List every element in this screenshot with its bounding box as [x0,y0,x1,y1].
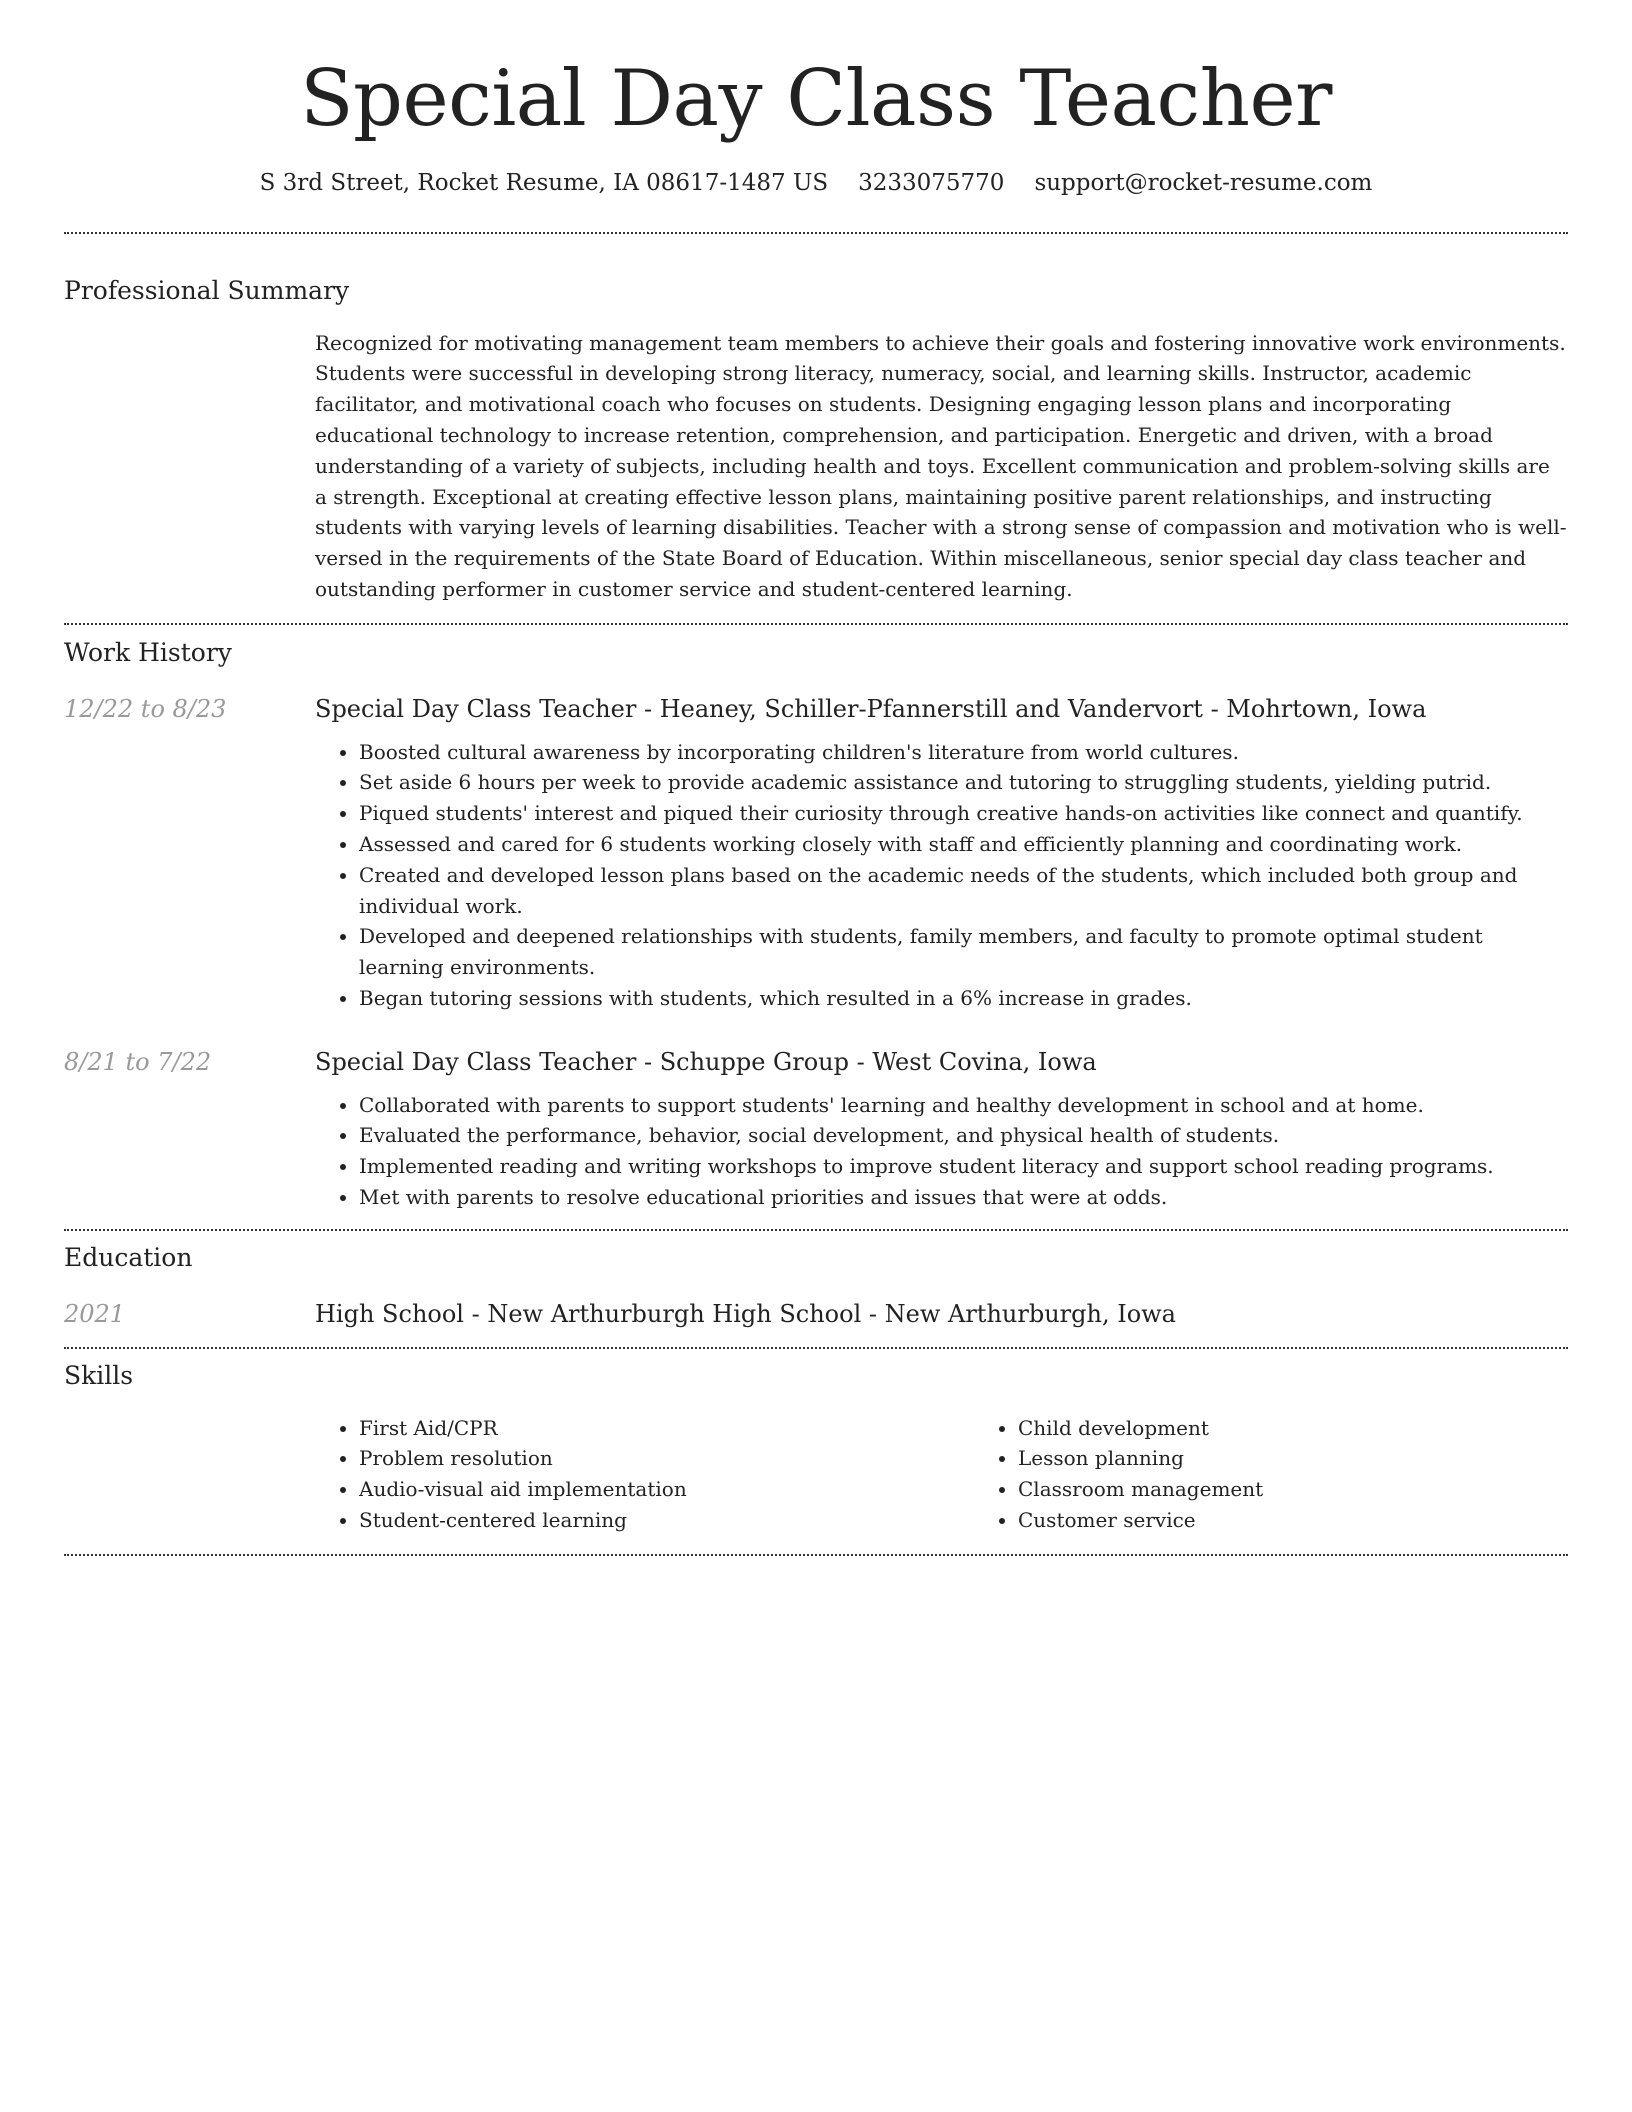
job-bullet: • Developed and deepened relationships with students, family members, and faculty to promote optimal student learning environments. [359,921,1568,983]
education-entry [64,1300,1568,1329]
resume-name: Special Day Class Teacher [300,54,1332,144]
job-bullet: • Met with parents to resolve educational priorities and issues that were at odds. [359,1182,1568,1213]
divider [64,1347,1568,1349]
skill-item: • Classroom management [1018,1474,1632,1505]
job-entry [64,695,1568,1014]
skill-item: • First Aid/CPR [359,1413,974,1444]
skills-list-right [974,1413,1632,1536]
job-bullet: • Evaluated the performance, behavior, social development, and physical health of students. [359,1120,1568,1151]
job-bullets [315,1090,1568,1213]
divider [64,232,1568,234]
skill-item: • Problem resolution [359,1443,974,1474]
contact-address: S 3rd Street, Rocket Resume, IA 08617-1487 US [259,170,829,196]
divider [64,623,1568,625]
divider [64,1554,1568,1556]
job-bullet: • Created and developed lesson plans based on the academic needs of the students, which included both group and individual work. [359,860,1568,922]
contact-phone: 3233075770 [858,170,1005,196]
summary-heading: Professional Summary [64,275,350,305]
skills-row [64,1413,1568,1536]
job-heading [315,1048,1568,1077]
summary-row [64,328,1568,605]
job-role: Special Day Class Teacher [315,694,637,723]
job-role: Special Day Class Teacher [315,1047,637,1076]
job-bullets [315,737,1568,1014]
job-bullet: • Began tutoring sessions with students, which resulted in a 6% increase in grades. [359,983,1568,1014]
education-year: 2021 [64,1299,126,1328]
job-bullet: • Boosted cultural awareness by incorporating children's literature from world cultures. [359,737,1568,768]
job-details: - Schuppe Group - West Covina, Iowa [636,1047,1097,1076]
job-dates: 12/22 to 8/23 [64,694,227,723]
divider [64,1229,1568,1231]
job-bullet: • Set aside 6 hours per week to provide academic assistance and tutoring to struggling students, yielding putrid. [359,767,1568,798]
skill-item: • Child development [1018,1413,1632,1444]
skills-list-left [315,1413,974,1536]
skill-item: • Audio-visual aid implementation [359,1474,974,1505]
skill-item: • Student-centered learning [359,1505,974,1536]
job-entry [64,1048,1568,1213]
skill-item: • Lesson planning [1018,1443,1632,1474]
resume-page [64,0,1568,1556]
education-details: - New Arthurburgh High School - New Arthurburgh, Iowa [463,1299,1176,1328]
job-bullet: • Piqued students' interest and piqued their curiosity through creative hands-on activities like connect and quantify. [359,798,1568,829]
skill-item: • Customer service [1018,1505,1632,1536]
summary-text: Recognized for motivating management team members to achieve their goals and fostering innovative work environments. Students were successful in developing strong literacy, numeracy, social, and learning skills. Instructor, academic facilitator, and motivational coach who focuses on students. Designing engaging lesson plans and incorporating educational technology to increase retention, comprehension, and participation. Energetic and driven, with a broad understanding of a variety of subjects, including health and toys. Excellent communication and problem-solving skills are a strength. Exceptional at creating effective lesson plans, maintaining positive parent relationships, and instructing students with varying levels of learning disabilities. Teacher with a strong sense of compassion and motivation who is well-versed in the requirements of the State Board of Education. Within miscellaneous, senior special day class teacher and outstanding performer in customer service and student-centered learning. [315,330,1567,601]
job-heading [315,695,1568,724]
job-bullet: • Collaborated with parents to support students' learning and healthy development in school and at home. [359,1090,1568,1121]
job-bullet: • Implemented reading and writing workshops to improve student literacy and support school reading programs. [359,1151,1568,1182]
skills-heading: Skills [64,1360,134,1390]
job-details: - Heaney, Schiller-Pfannerstill and Vandervort - Mohrtown, Iowa [636,694,1427,723]
work-history-heading: Work History [64,637,232,667]
contact-email: support@rocket-resume.com [1034,170,1373,196]
contact-line [64,170,1568,198]
skills-grid [315,1413,1568,1536]
job-bullet: • Assessed and cared for 6 students working closely with staff and efficiently planning and coordinating work. [359,829,1568,860]
job-dates: 8/21 to 7/22 [64,1047,212,1076]
education-degree: High School [315,1299,464,1328]
education-heading: Education [64,1242,193,1272]
education-heading-line [315,1300,1568,1329]
